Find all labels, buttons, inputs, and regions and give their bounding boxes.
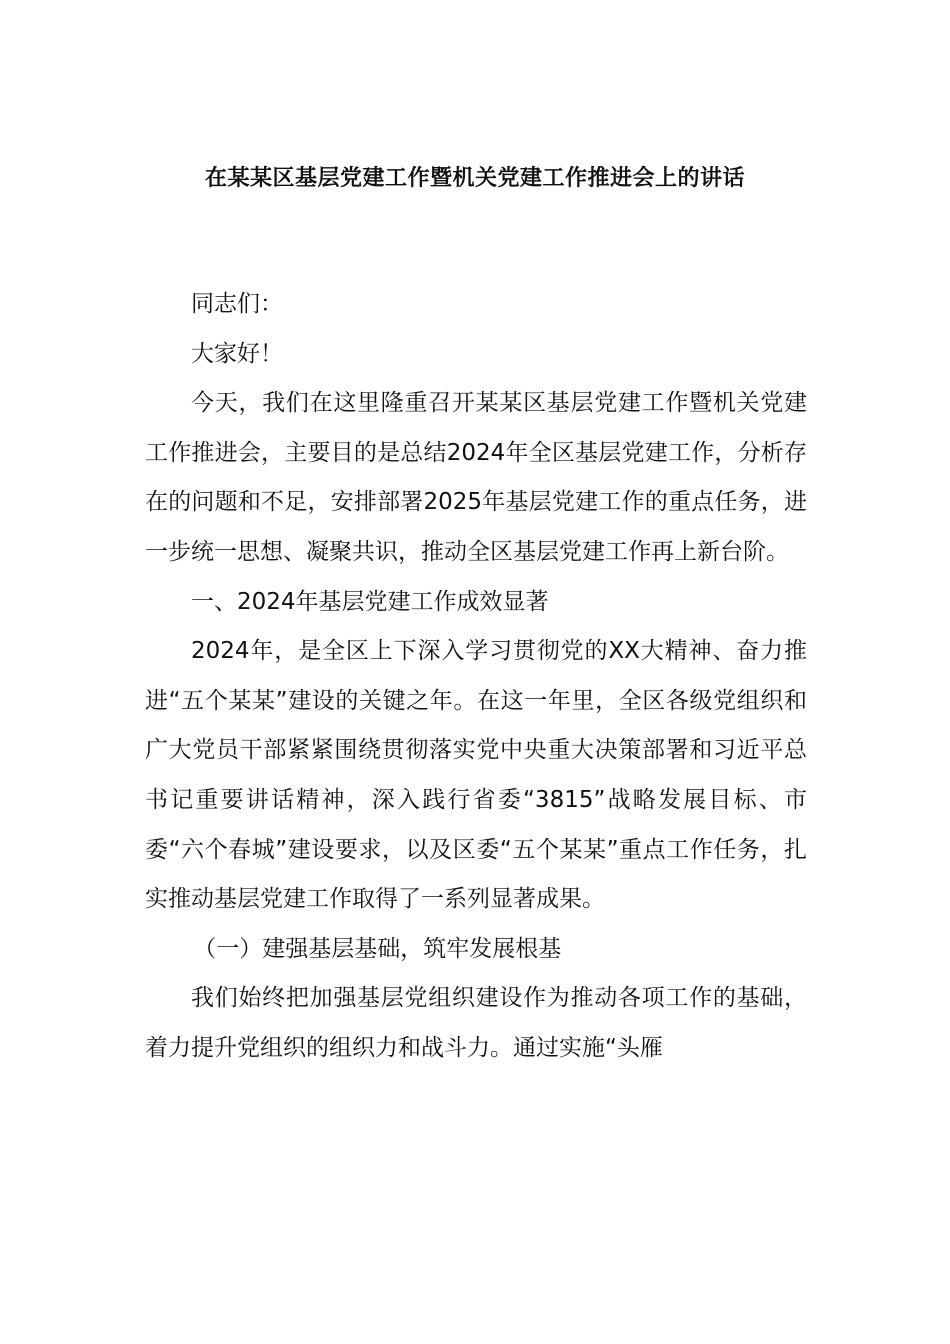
subsection-heading-1: （一）建强基层基础，筑牢发展根基 bbox=[193, 935, 562, 962]
greeting: 大家好！ bbox=[191, 340, 283, 367]
body-paragraph: 我们始终把加强基层党组织建设作为推动各项工作的基础，着力提升党组织的组织力和战斗力。通过实施“头雁 bbox=[145, 985, 807, 1061]
salutation: 同志们： bbox=[191, 291, 283, 317]
section-heading-1: 一、2024年基层党建工作成效显著 bbox=[191, 588, 549, 615]
document-body bbox=[145, 280, 807, 1074]
document-title: 在某某区基层党建工作暨机关党建工作推进会上的讲话 bbox=[204, 166, 745, 191]
body-paragraph: 2024年，是全区上下深入学习贯彻党的XX大精神、奋力推进“五个某某”建设的关键之年。在这一年里，全区各级党组织和广大党员干部紧紧围绕贯彻落实党中央重大决策部署和习近平总书记重要讲话精神，深入践行省委“3815”战略发展目标、市委“六个春城”建设要求，以及区委“五个某某”重点工作任务，扎实推动基层党建工作取得了一系列显著成果。 bbox=[145, 638, 807, 913]
intro-paragraph: 今天，我们在这里隆重召开某某区基层党建工作暨机关党建工作推进会，主要目的是总结2024年全区基层党建工作，分析存在的问题和不足，安排部署2025年基层党建工作的重点任务，进一步统一思想、凝聚共识，推动全区基层党建工作再上新台阶。 bbox=[145, 390, 807, 565]
